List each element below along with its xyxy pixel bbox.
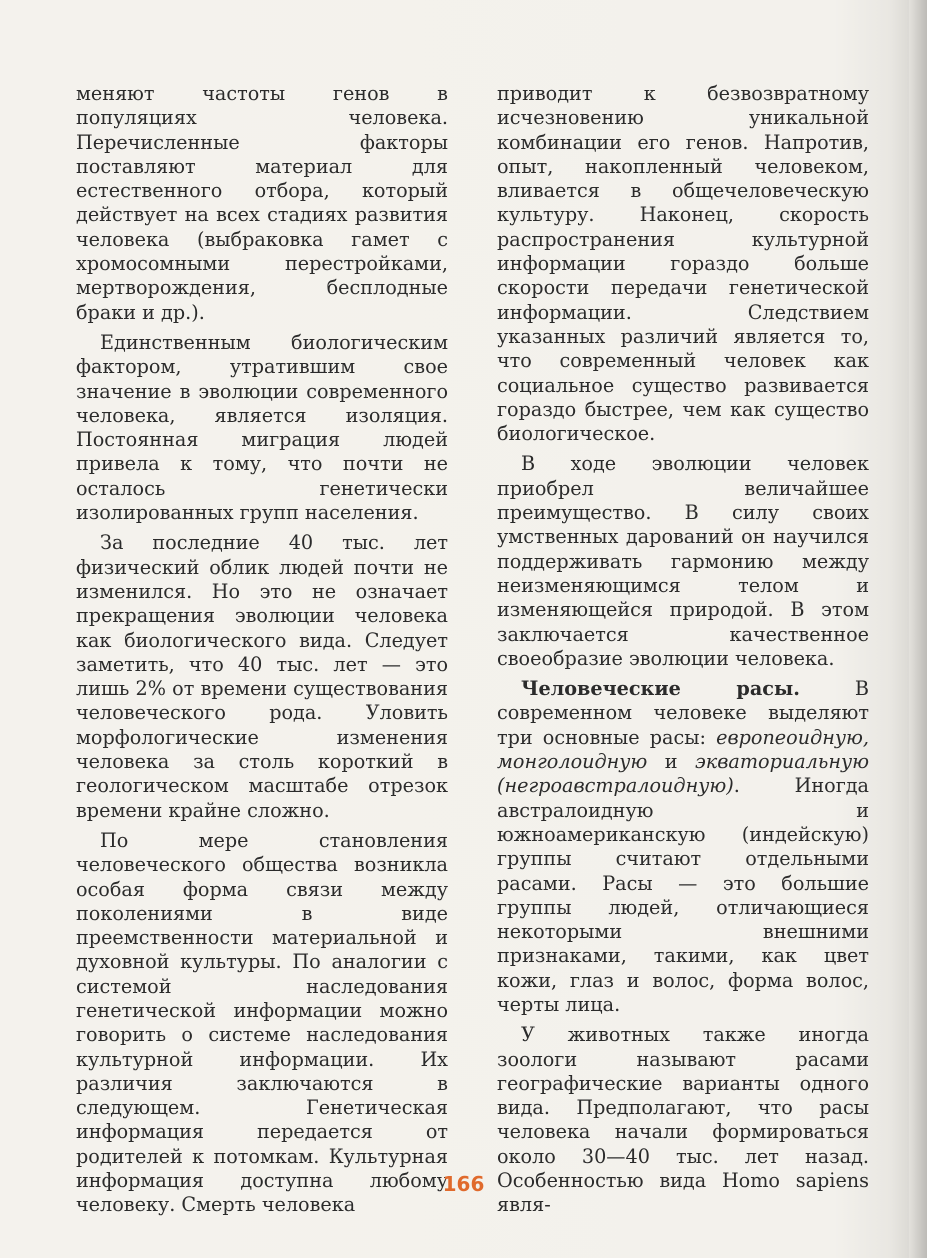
paragraph-races xyxy=(497,677,869,1017)
paragraph: приводит к безвозвратному исчезновению уникальной комбинации его генов. Напротив, опыт, накопленный человеком, вливается в общечеловеческую культуру. Наконец, скорость распространения культурной информации гораздо больше скорости передачи генетической информации. Следствием указанных различий является то, что современный человек как социальное существо развивается гораздо быстрее, чем как существо биологическое. xyxy=(497,82,869,446)
right-column xyxy=(497,82,869,1218)
text-run: В современном человеке выделяют три основные расы: xyxy=(497,677,869,749)
text-run: и xyxy=(647,750,696,774)
left-column xyxy=(76,82,448,1218)
paragraph: В ходе эволюции человек приобрел величайшее преимущество. В силу своих умственных дарований он научился поддерживать гармонию между неизменяющимся телом и изменяющейся природой. В этом заключается качественное своеобразие эволюции человека. xyxy=(497,452,869,670)
paragraph: У животных также иногда зоологи называют расами географические варианты одного вида. Предполагают, что расы человека начали формироваться около 30—40 тыс. лет назад. Особенностью вида Homo sapiens явля- xyxy=(497,1023,869,1217)
paragraph: Единственным биологическим фактором, утратившим свое значение в эволюции современного человека, является изоляция. Постоянная миграция людей привела к тому, что почти не осталось генетически изолированных групп населения. xyxy=(76,330,448,525)
page-number: 166 xyxy=(442,1172,485,1196)
paragraph: За последние 40 тыс. лет физический облик людей почти не изменился. Но это не означает прекращения эволюции человека как биологического вида. Следует заметить, что 40 тыс. лет — это лишь 2% от времени существования человеческого рода. Уловить морфологические изменения человека за столь короткий в геологическом масштабе отрезок времени крайне сложно. xyxy=(76,531,448,822)
paragraph: меняют частоты генов в популяциях человека. Перечисленные факторы поставляют материал для естественного отбора, который действует на всех стадиях развития человека (выбраковка гамет с хромосомными перестройками, мертворождения, бесплодные браки и др.). xyxy=(76,82,448,324)
italic-term: экваториальную (негроавстралоидную) xyxy=(497,750,869,798)
section-heading: Человеческие расы. xyxy=(521,677,800,701)
paragraph: По мере становления человеческого общества возникла особая форма связи между поколениями в виде преемственности материальной и духовной культуры. По аналогии с системой наследования генетической информации можно говорить о системе наследования культурной информации. Их различия заключаются в следующем. Генетическая информация передается от родителей к потомкам. Культурная информация доступна любому человеку. Смерть человека xyxy=(76,828,448,1217)
text-run: . Иногда австралоидную и южноамериканскую (индейскую) группы считают отдельными расами. Расы — это большие группы людей, отличающиеся некоторыми внешними признаками, такими, как цвет кожи, глаз и волос, форма волос, черты лица. xyxy=(497,774,869,1016)
italic-term: европеоидную, монголоидную xyxy=(497,725,869,774)
page-edge-shadow xyxy=(909,0,927,1258)
